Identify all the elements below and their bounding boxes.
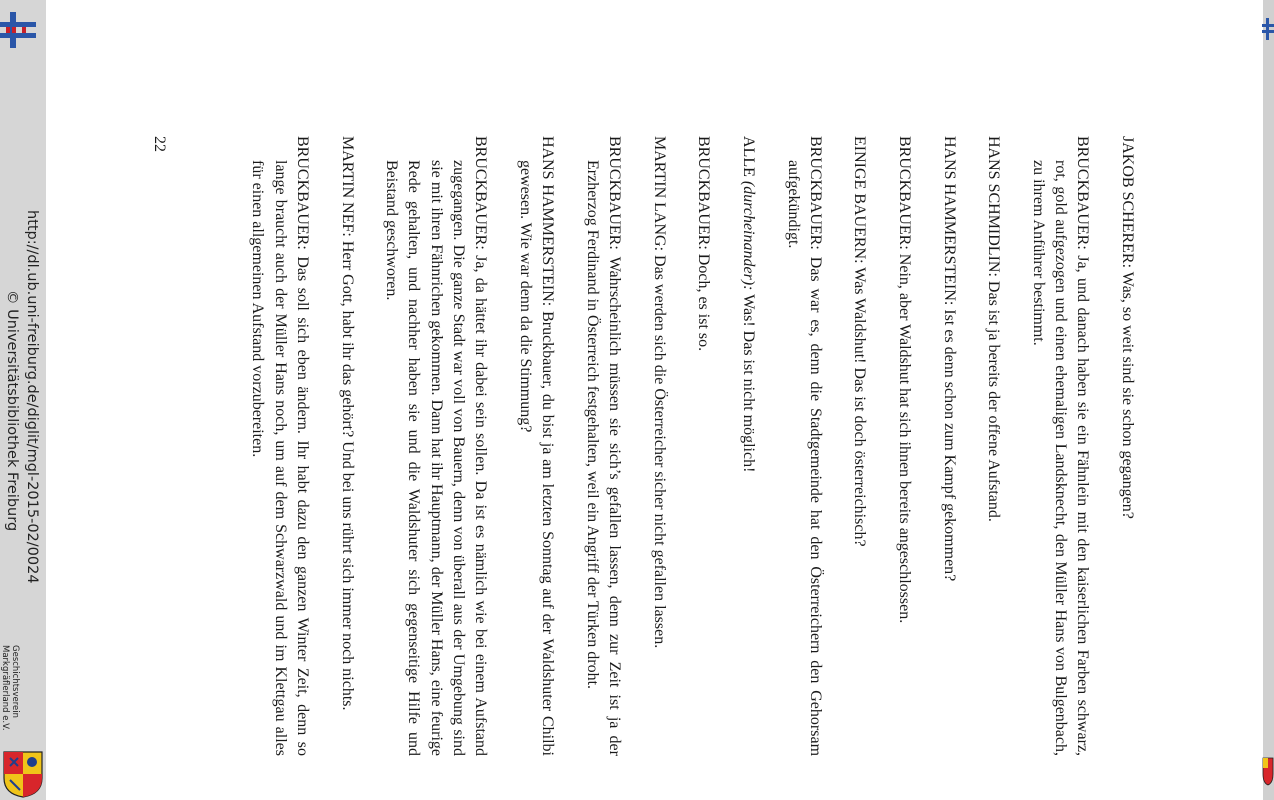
dialogue-line [982,136,1004,756]
scanned-page-text [246,136,1138,756]
viewer-right-margin [1263,0,1274,800]
speaker-name: BRUCKBAUER: [472,136,490,250]
spoken-text: Doch, es ist so. [695,253,713,352]
spoken-text: Das ist ja bereits der offene Aufstand. [985,280,1003,522]
spoken-text: Herr Gott, habt ihr das gehört? Und bei uns rührt sich immer noch nichts. [338,240,356,711]
footer-url[interactable]: http://dl.ub.uni-freiburg.de/diglit/mgl-2015-02/0024 [24,210,40,584]
footer-society-line2: Markgräflerland e.V. [0,645,10,731]
dialogue-line [335,136,357,756]
speaker-name: BRUCKBAUER: [606,136,624,250]
speaker-name: EINIGE BAUERN: [851,136,869,264]
speaker-name: BRUCKBAUER: [896,136,914,250]
page-number: 22 [151,136,168,152]
footer-society [0,645,20,731]
speaker-name: BRUCKBAUER: [294,136,312,250]
speaker-name: HANS HAMMERSTEIN: [940,136,958,306]
spoken-text: Das war es, denn die Stadtgemeinde hat den Österreichern den Gehorsam aufgekündigt. [784,160,824,757]
society-crest-icon [2,750,44,798]
speaker-name: MARTIN NEF: [338,136,356,237]
dialogue-line [514,136,559,756]
dialogue-line [581,136,626,756]
speaker-name: ALLE [739,136,757,177]
dialogue-line [647,136,669,756]
society-crest-icon-right [1262,756,1274,786]
dialogue-line [1116,136,1138,756]
spoken-text: Wahrscheinlich müssen sie sich’s gefallen lassen, denn zur Zeit ist ja der Erzherzog Ferdinand in Österreich festgehalten, weil ein Angriff der Türken droht. [583,160,624,756]
dialogue-line [848,136,870,756]
spoken-text: Ja, und danach haben sie ein Fähnlein mit den kaiserlichen Farben schwarz, rot, gold aufgezogen und einen ehemaligen Landsknecht, den Müller Hans von Bulgenbach, zu ihrem Anführer bestimmt. [1029,160,1092,757]
university-library-logo-icon-right [1262,18,1274,40]
dialogue-line [893,136,915,756]
spoken-text: Was Waldshut! Das ist doch österreichisch? [851,267,869,547]
dialogue-line [781,136,826,756]
speaker-name: BRUCKBAUER: [695,136,713,250]
dialogue-line [737,136,759,756]
footer-copyright: © Universitätsbibliothek Freiburg [4,290,20,532]
spoken-text: Nein, aber Waldshut hat sich ihnen bereits angeschlossen. [896,253,914,624]
speaker-name: HANS SCHMIDLIN: [985,136,1003,277]
speaker-name: HANS HAMMERSTEIN: [539,136,557,307]
dialogue-line [692,136,714,756]
spoken-text: Was, so weit sind sie schon gegangen? [1119,271,1136,519]
speaker-name: BRUCKBAUER: [1074,136,1092,250]
spoken-text: Bruckbauer, du bist ja am letzten Sonntag auf der Waldshuter Chilbi gewesen. Wie war denn da die Stimmung? [516,160,557,756]
spoken-text: Was! Das ist nicht möglich! [739,294,757,473]
dialogue-line [246,136,313,756]
speaker-name: JAKOB SCHERER: [1119,136,1136,269]
stage-direction: (durcheinander): [739,180,757,291]
dialogue-line [380,136,491,756]
footer-society-line1: Geschichtsverein [10,645,20,719]
dialogue-line [1027,136,1094,756]
spoken-text: Das werden sich die Österreicher sicher nicht gefallen lassen. [650,255,668,649]
speaker-name: MARTIN LANG: [650,136,668,252]
university-library-logo-icon [0,8,40,52]
spoken-text: Ja, da hättet ihr dabei sein sollen. Da ist es nämlich wie bei einem Aufstand zugegangen. Die ganze Stadt war voll von Bauern, denn von überall aus der Umgebung sind sie mit ihren Fähnrichen gekommen. Dann hat ihr Hauptmann, der Müller Hans, eine feurige Rede gehalten, und nachher haben sie und die Waldshuter sich gegenseitige Hilfe und Beistand geschworen. [383,160,490,756]
speaker-name: BRUCKBAUER: [806,136,824,250]
dialogue-line [937,136,959,756]
spoken-text: Ist es denn schon zum Kampf gekommen? [940,309,958,582]
spoken-text: Das soll sich eben ändern. Ihr habt dazu den ganzen Winter Zeit, denn so lange braucht auch der Müller Hans noch, um auf dem Schwarzwald und im Klettgau alles für einen allgemeinen Aufstand vorzubereiten. [249,160,312,757]
